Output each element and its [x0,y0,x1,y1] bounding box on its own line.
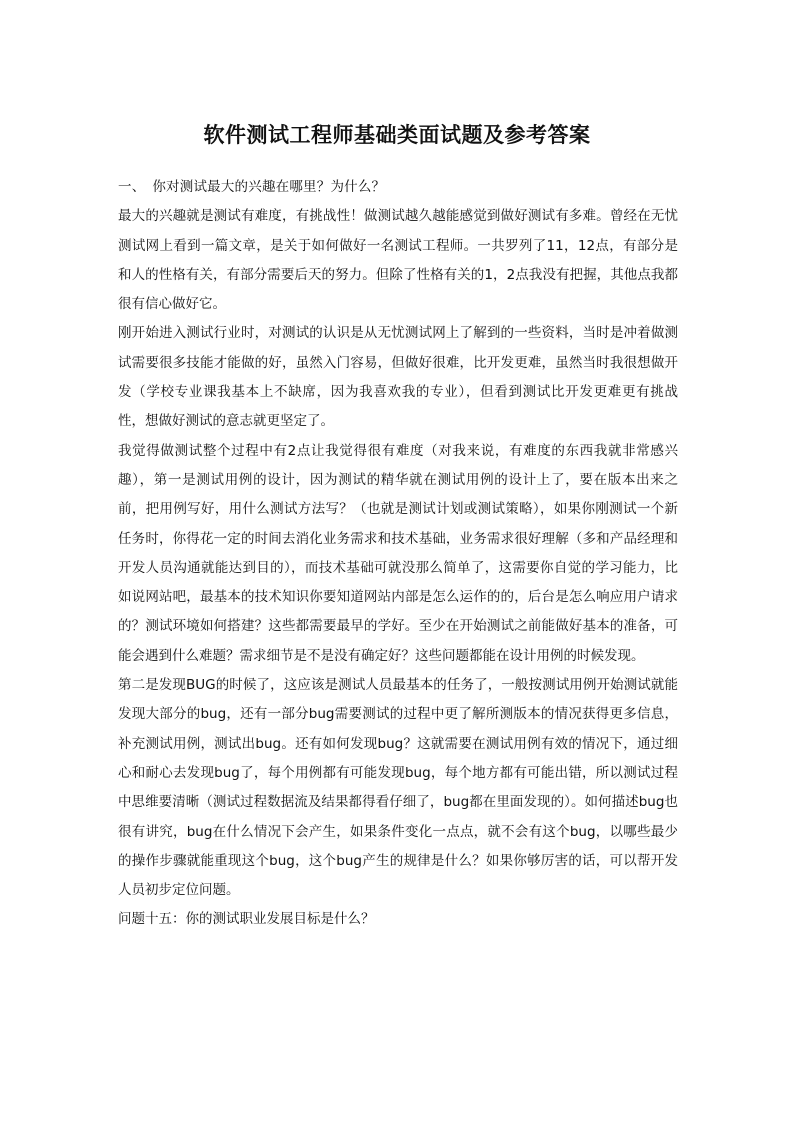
question-heading: 一、 你对测试最大的兴趣在哪里？为什么？ [118,179,386,195]
question-heading: 问题十五：你的测试职业发展目标是什么？ [118,911,375,928]
document-body [118,173,678,935]
paragraph: 最大的兴趣就是测试有难度，有挑战性！做测试越久越能感觉到做好测试有多难。曾经在无忧测试网上看到一篇文章，是关于如何做好一名测试工程师。一共罗列了11，12点，有部分是和人的性格有关，有部分需要后天的努力。但除了性格有关的1，2点我没有把握，其他点我都很有信心做好它。 [118,208,678,313]
page-title: 软件测试工程师基础类面试题及参考答案 [203,123,591,147]
paragraph: 我觉得做测试整个过程中有2点让我觉得很有难度（对我来说，有难度的东西我就非常感兴趣），第一是测试用例的设计，因为测试的精华就在测试用例的设计上了，要在版本出来之前，把用例写好，用什么测试方法写？（也就是测试计划或测试策略），如果你刚测试一个新任务时，你得花一定的时间去消化业务需求和技术基础，业务需求很好理解（多和产品经理和开发人员沟通就能达到目的），而技术基础可就没那么简单了，这需要你自觉的学习能力，比如说网站吧，最基本的技术知识你要知道网站内部是怎么运作的的，后台是怎么响应用户请求的？测试环境如何搭建？这些都需要最早的学好。至少在开始测试之前能做好基本的准备，可能会遇到什么难题？需求细节是不是没有确定好？这些问题都能在设计用例的时候发现。 [118,442,678,664]
paragraph: 刚开始进入测试行业时，对测试的认识是从无忧测试网上了解到的一些资料，当时是冲着做测试需要很多技能才能做的好，虽然入门容易，但做好很难，比开发更难，虽然当时我很想做开发（学校专业课我基本上不缺席，因为我喜欢我的专业），但看到测试比开发更难更有挑战性，想做好测试的意志就更坚定了。 [118,325,678,430]
paragraph: 第二是发现BUG的时候了，这应该是测试人员最基本的任务了，一般按测试用例开始测试就能发现大部分的bug，还有一部分bug需要测试的过程中更了解所测版本的情况获得更多信息，补充测试用例，测试出bug。还有如何发现bug？这就需要在测试用例有效的情况下，通过细心和耐心去发现bug了，每个用例都有可能发现bug，每个地方都有可能出错，所以测试过程中思维要清晰（测试过程数据流及结果都得看仔细了，bug都在里面发现的）。如何描述bug也很有讲究，bug在什么情况下会产生，如果条件变化一点点，就不会有这个bug，以哪些最少的操作步骤就能重现这个bug，这个bug产生的规律是什么？如果你够厉害的话，可以帮开发人员初步定位问题。 [118,677,678,899]
